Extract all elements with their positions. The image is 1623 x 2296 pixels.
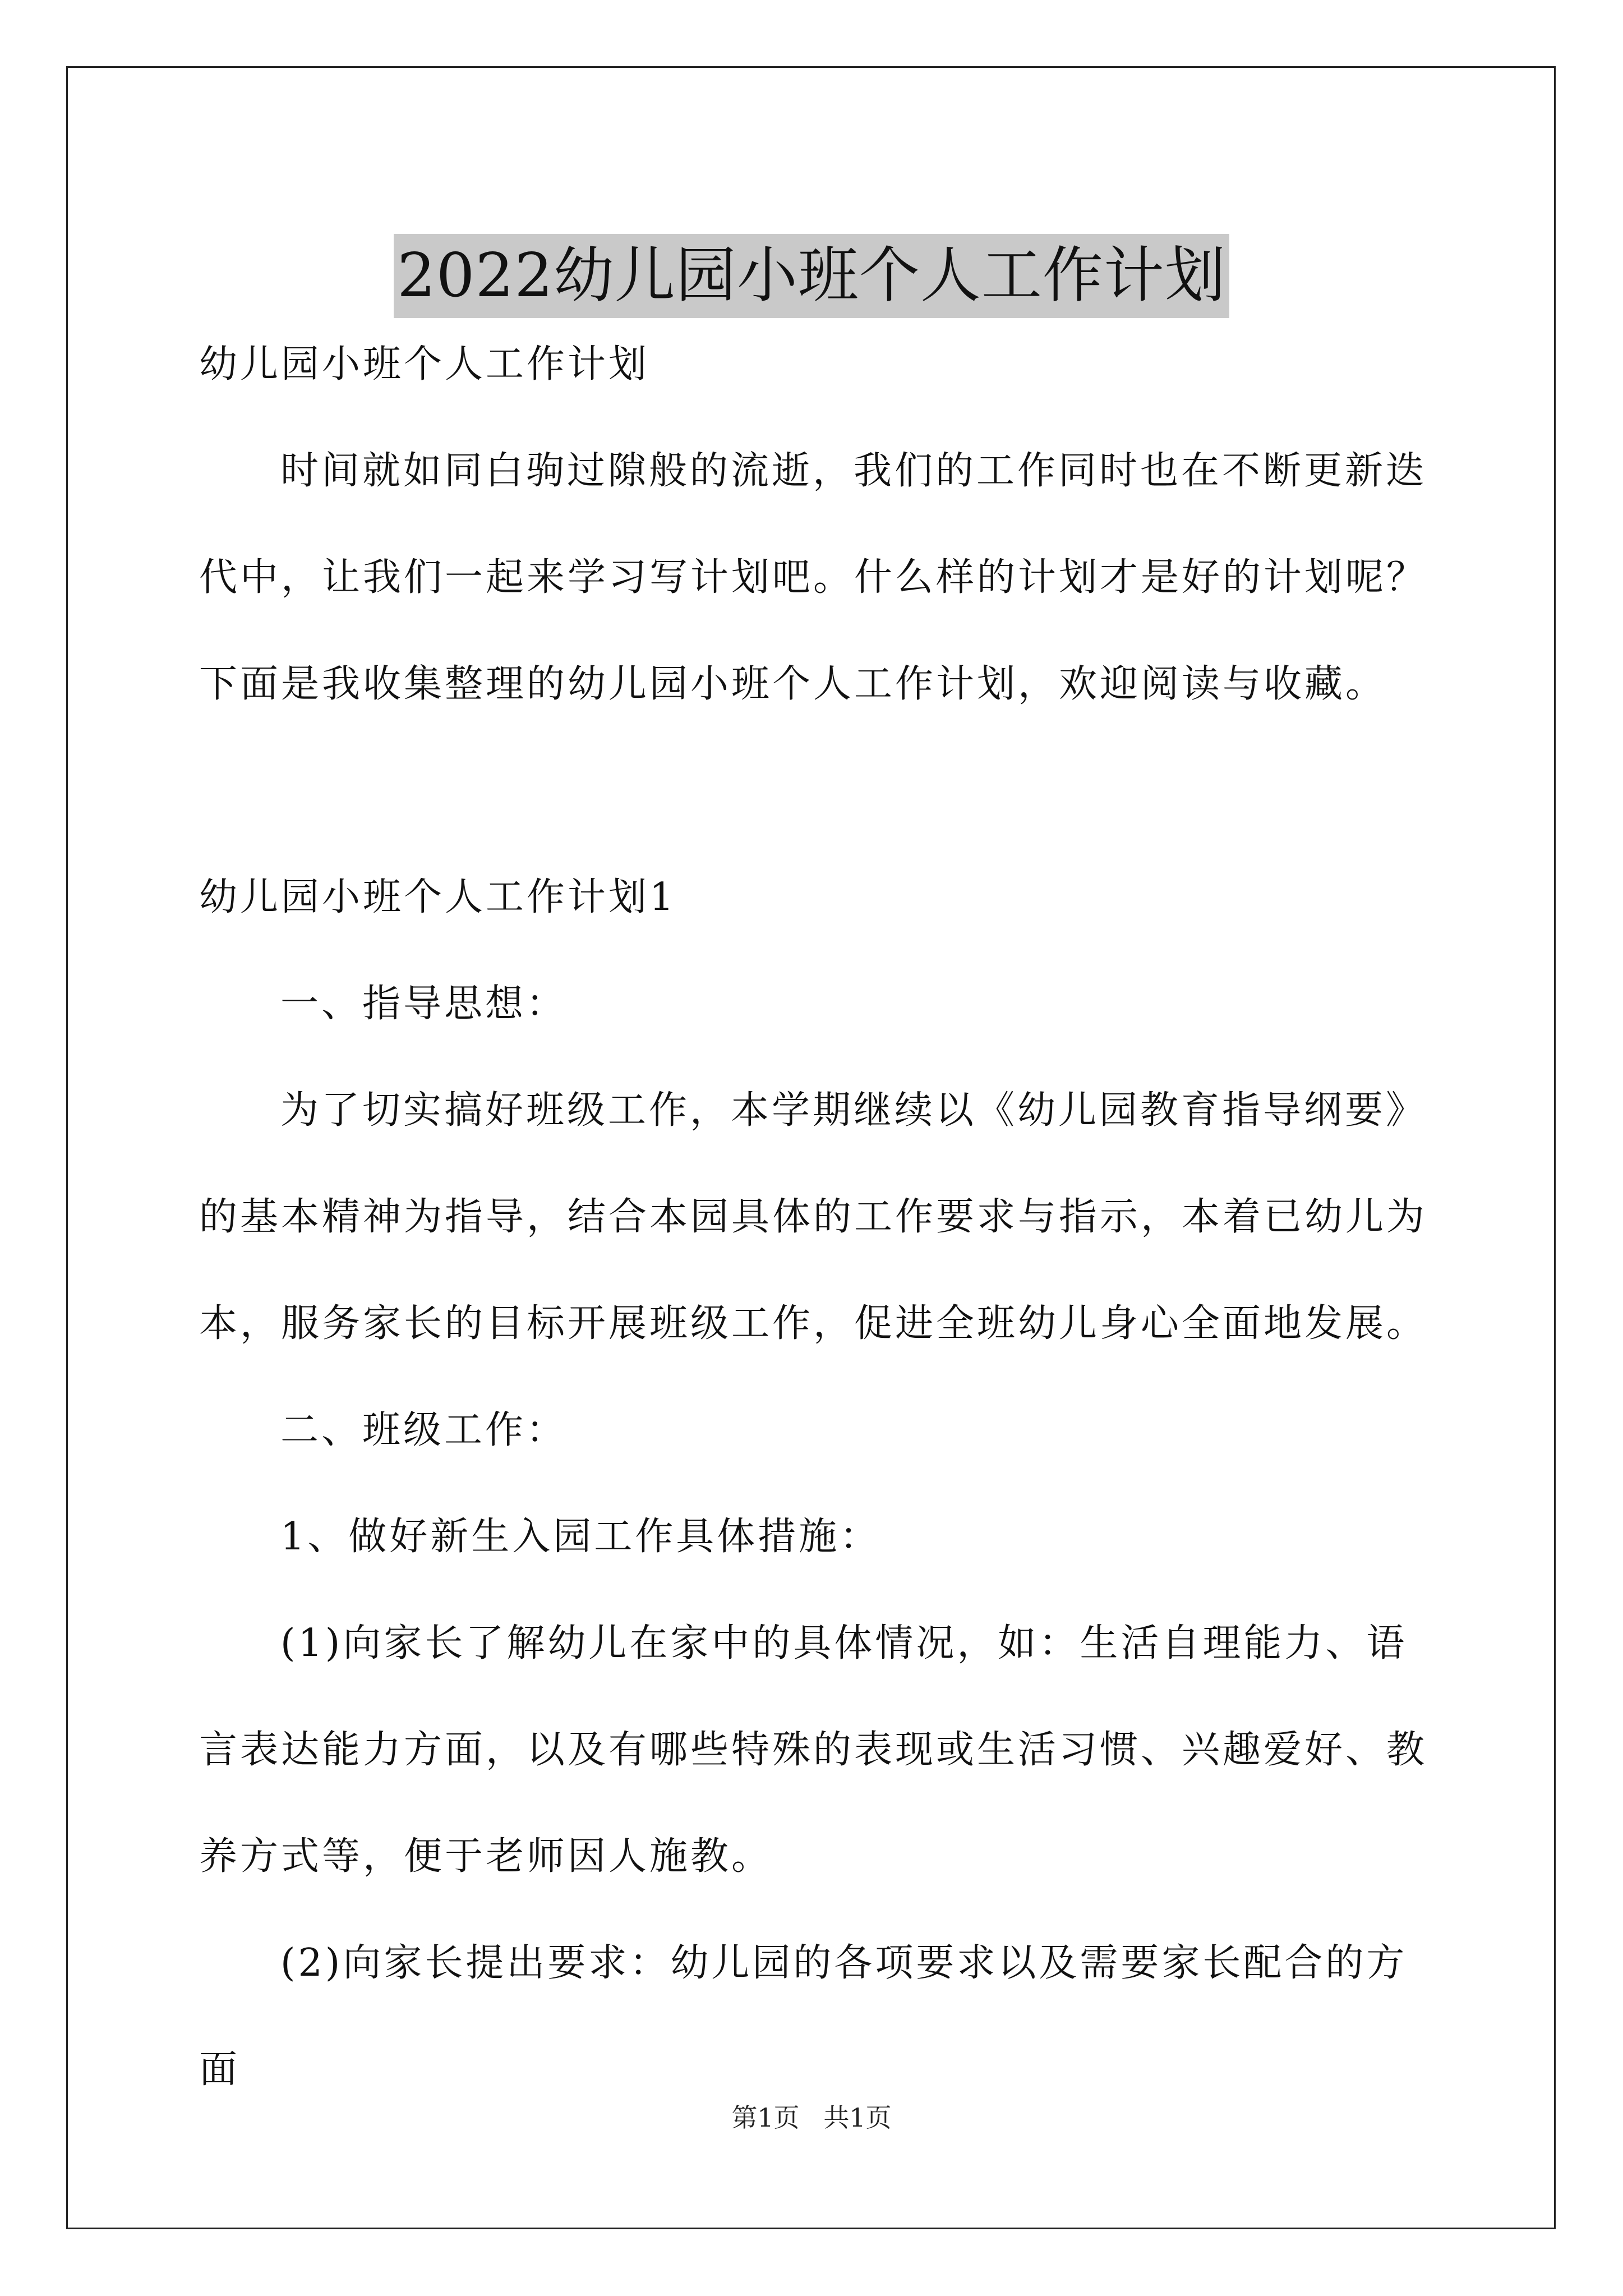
spacer (199, 738, 1433, 844)
guiding-ideology-paragraph: 为了切实搞好班级工作，本学期继续以《幼儿园教育指导纲要》的基本精神为指导，结合本园具体的工作要求与指示，本着已幼儿为本，服务家长的目标开展班级工作，促进全班幼儿身心全面地发展。 (199, 1088, 1428, 1346)
page-total: 共1页 (823, 2102, 892, 2133)
section-heading: 幼儿园小班个人工作计划1 (199, 875, 677, 919)
page-footer (0, 2101, 1623, 2134)
subitem-1: (1)向家长了解幼儿在家中的具体情况，如：生活自理能力、语言表达能力方面，以及有哪些特殊的表现或生活习惯、兴趣爱好、教养方式等，便于老师因人施教。 (199, 1621, 1428, 1879)
page-number: 第1页 (731, 2102, 800, 2133)
document-title: 2022幼儿园小班个人工作计划 (394, 234, 1229, 318)
subitem-2: (2)向家长提出要求：幼儿园的各项要求以及需要家长配合的方面 (199, 1941, 1408, 2092)
subtitle-paragraph: 幼儿园小班个人工作计划 (199, 342, 650, 386)
document-body (199, 311, 1433, 2123)
heading-guiding-ideology: 一、指导思想： (280, 982, 568, 1026)
item-new-students: 1、做好新生入园工作具体措施： (280, 1515, 881, 1559)
heading-class-work: 二、班级工作： (280, 1408, 568, 1452)
intro-paragraph: 时间就如同白驹过隙般的流逝，我们的工作同时也在不断更新迭代中，让我们一起来学习写计划吧。什么样的计划才是好的计划呢？下面是我收集整理的幼儿园小班个人工作计划，欢迎阅读与收藏。 (199, 449, 1428, 706)
